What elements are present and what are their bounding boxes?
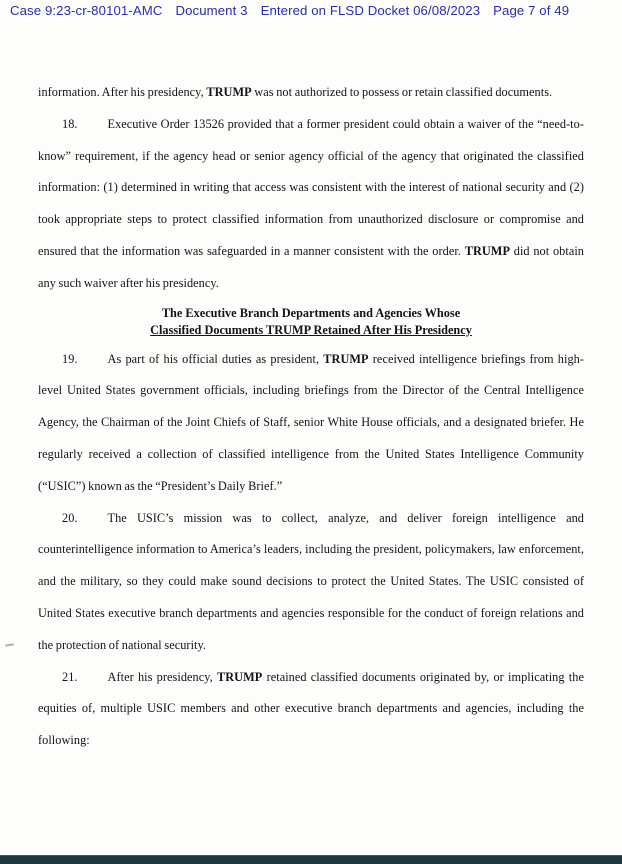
- text-run: After his presidency,: [107, 669, 217, 684]
- paragraph-intro-continuation: [38, 77, 584, 109]
- text-run: information. After his presidency,: [38, 85, 207, 99]
- docket-header-case: Case 9:23-cr-80101-AMC: [10, 3, 163, 18]
- page-bottom-bar: [0, 855, 622, 864]
- defendant-name-bold: TRUMP: [464, 243, 511, 258]
- docket-header-page: Page 7 of 49: [493, 3, 570, 18]
- docket-header-document: Document 3: [175, 3, 248, 18]
- text-run: was not authorized to possess or retain classified documents.: [251, 85, 553, 99]
- section-heading-line-2: Classified Documents TRUMP Retained After His Presidency: [150, 322, 472, 337]
- section-heading-line-1: The Executive Branch Departments and Agencies Whose: [161, 305, 461, 320]
- paragraph-number: 20.: [62, 510, 78, 525]
- document-body: [38, 77, 584, 757]
- paragraph-number: 18.: [62, 116, 78, 131]
- text-run: As part of his official duties as president,: [107, 351, 324, 366]
- paragraph-21: [38, 662, 584, 757]
- docket-header-entered: Entered on FLSD Docket 06/08/2023: [260, 3, 481, 18]
- text-run: Executive Order 13526 provided that a former president could obtain a waiver of the “need-to-know” requirement, if the agency head or senior agency official of the agency that originated the classified information: (1) determined in writing that access was consistent with the interest of national security and (2) took appropriate steps to protect classified information from unauthorized disclosure or compromise and ensured that the information was safeguarded in a manner consistent with the order.: [38, 116, 584, 258]
- text-run: retained classified documents originated by, or implicating the equities of, multiple USIC members and other executive branch departments and agencies, including the following:: [38, 669, 584, 748]
- scan-artifact-dash: [5, 643, 14, 646]
- paragraph-18: [38, 109, 584, 300]
- text-run: did not obtain any such waiver after his presidency.: [38, 243, 584, 290]
- docket-header: [10, 3, 620, 18]
- section-heading: [38, 305, 584, 339]
- defendant-name-bold: TRUMP: [323, 351, 369, 366]
- paragraph-number: 21.: [62, 669, 78, 684]
- paragraph-19: [38, 344, 584, 503]
- defendant-name-bold: TRUMP: [217, 669, 263, 684]
- defendant-name-bold: TRUMP: [206, 85, 252, 99]
- paragraph-number: 19.: [62, 351, 78, 366]
- paragraph-20: [38, 503, 584, 662]
- text-run: received intelligence briefings from high-level United States government officials, including briefings from the Director of the Central Intelligence Agency, the Chairman of the Joint Chiefs of Staff, senior White House officials, and a designated briefer. He regularly received a collection of classified intelligence from the United States Intelligence Community (“USIC”) known as the “President’s Daily Brief.”: [38, 351, 584, 493]
- text-run: The USIC’s mission was to collect, analyze, and deliver foreign intelligence and counterintelligence information to America’s leaders, including the president, policymakers, law enforcement, and the military, so they could make sound decisions to protect the United States. The USIC consisted of United States executive branch departments and agencies responsible for the conduct of foreign relations and the protection of national security.: [38, 510, 584, 652]
